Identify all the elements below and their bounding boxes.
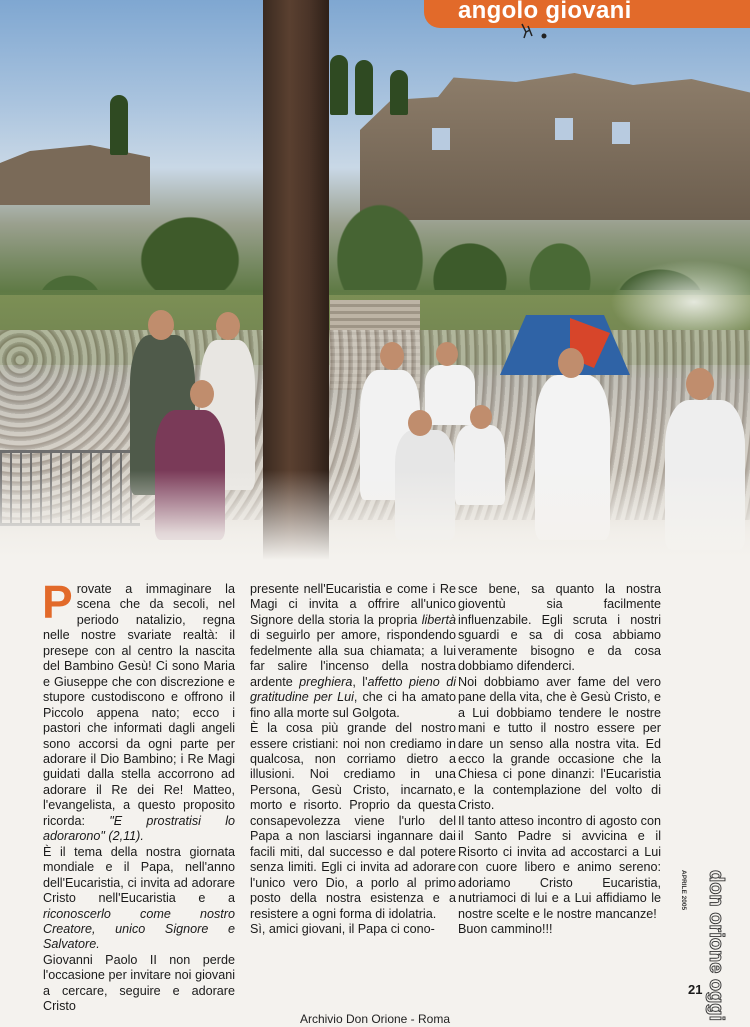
paragraph-text: È il tema della nostra giornata mondiale e il Papa, nell'anno dell'Eucaristia, ci invita ad adorare Cristo nell'Eucaristia e a [43, 844, 235, 906]
paragraph-text: Giovanni Paolo II non perde l'occasione per invitare noi giovani a cercare, seguire e adorare Cristo [43, 952, 235, 1014]
cypress-tree [355, 60, 373, 115]
paragraph-text: presente nell'Eucaristia e come i Re Magi ci invita a offrire all'unico Signore della storia la propria [250, 582, 456, 627]
masthead-title: don orione oggi [705, 870, 727, 1022]
person-head [686, 368, 714, 400]
person [425, 365, 475, 425]
paragraph [250, 582, 456, 721]
italic-text: preghiera [299, 674, 353, 689]
section-title: angolo giovani [458, 0, 632, 24]
person-head [558, 348, 584, 378]
column-3 [458, 582, 661, 937]
person-head [380, 342, 404, 370]
incense-smoke [610, 260, 750, 330]
paragraph [43, 953, 235, 1015]
person-head [190, 380, 214, 408]
person-head [148, 310, 174, 340]
paragraph [43, 845, 235, 953]
beam-fade [263, 470, 329, 560]
dropcap: P [42, 576, 73, 628]
paragraph-text: sce bene, sa quanto la nostra gioventù sia facilmente influenzabile. Egli scruta i nostri sguardi e sa di cosa abbiamo veramente bisogno e da cosa dobbiamo difenderci. [458, 582, 661, 674]
person-head [436, 342, 458, 366]
photo-fade [0, 470, 750, 560]
paragraph-text: È la cosa più grande del nostro essere cristiani: noi non crediamo in qualcosa, non corriamo dietro a illusioni. Noi crediamo in una Persona, Gesù Cristo, incarnato, morto e risorto. Proprio da questa consapevolezza viene l'urlo del Papa a non lasciarsi ingannare dai facili miti, dal successo e dal potere senza limiti. Egli ci invita ad adorare l'unico vero Dio, a porlo al primo posto della nostra esistenza e a resistere a ogni forma di idolatria. [250, 721, 456, 921]
person-head [470, 405, 492, 429]
paragraph [458, 814, 661, 922]
paragraph-text: Il tanto atteso incontro di agosto con il Santo Padre si avvicina e il Risorto ci invita ad accostarci a Lui con cuore libero e animo sereno: adoriamo Cristo Eucaristia, nutriamoci di lui e a Lui affidiamo le nostre scelte e le nostre mancanze! [458, 813, 661, 921]
archive-footer: Archivio Don Orione - Roma [299, 1012, 451, 1026]
italic-text: libertà [421, 612, 456, 627]
ink-splat-icon [520, 22, 550, 42]
paragraph-text: Buon cammino!!! [458, 921, 553, 936]
paragraph [458, 582, 661, 675]
cypress-tree [390, 70, 408, 115]
page-number: 21 [688, 982, 703, 997]
masthead-issue: APRILE 2005 [680, 870, 687, 911]
paragraph [458, 922, 661, 937]
paragraph-text: rovate a immaginare la scena che da secoli, nel periodo natalizio, regna nelle nostre svariate realtà: il presepe con al centro la nascita del Bambino Gesù! Ci sono Maria e Giuseppe che con discrezione e stupore custodiscono e offrono il Piccolo appena nato; ecco i pastori che informati dagli angeli sono accorsi da ogni parte per adorare il Dio Bambino; i Re Magi guidati dalla stella accorrono ad adorare il Re dei Re! Matteo, l'evangelista, a questo proposito ricorda: [43, 582, 235, 828]
italic-text: riconoscerlo come nostro Creatore, unico Signore e Salvatore. [43, 906, 235, 952]
paragraph-text: , che ci ha amato fino alla morte sul Golgota. [250, 690, 456, 720]
paragraph-text: di seguirlo per amore, rispondendo fedelmente alla sua chiamata; a lui far salire l'incenso della nostra ardente [250, 628, 456, 689]
person-head [408, 410, 432, 436]
paragraph [250, 922, 456, 937]
quote-text: "E prostratisi lo adorarono" (2,11). [43, 813, 235, 844]
cypress-tree [330, 55, 348, 115]
paragraph-text: Noi dobbiamo aver fame del vero pane della vita, che è Gesù Cristo, e a Lui dobbiamo tendere le nostre mani e tutto il nostro essere per dare un senso alla nostra vita. Ed ecco la grande occasione che la Chiesa ci pone dinanzi: l'Eucaristia e la contemplazione del volto di Cristo. [458, 674, 662, 813]
paragraph-text: Sì, amici giovani, il Papa ci cono- [250, 921, 435, 936]
paragraph [458, 675, 661, 814]
paragraph [250, 721, 456, 922]
column-1 [42, 576, 235, 1015]
paragraph-text: , l' [352, 674, 368, 689]
cypress-tree [110, 95, 128, 155]
italic-text: affetto pieno di gratitudine per Lui [250, 674, 457, 705]
section-header-tab [424, 0, 750, 28]
paragraph [42, 576, 235, 845]
person-head [216, 312, 240, 340]
column-2 [250, 582, 456, 937]
